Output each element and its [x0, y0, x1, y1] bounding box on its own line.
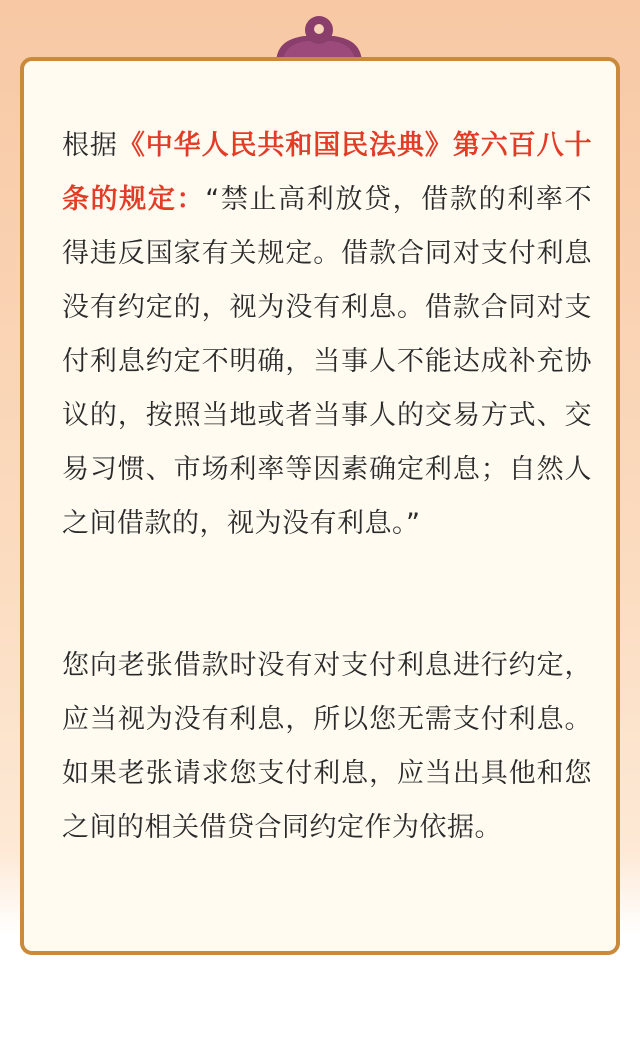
law-quote: “禁止高利放贷，借款的利率不得违反国家有关规定。借款合同对支付利息没有约定的，视为没有利息。借款合同对支付利息约定不明确，当事人不能达成补充协议的，按照当地或者当事人的交易方式、交易习惯、市场利率等因素确定利息；自然人之间借款的，视为没有利息。” — [62, 184, 592, 539]
lead-text: 根据 — [62, 130, 118, 161]
conclusion-paragraph: 您向老张借款时没有对支付利息进行约定，应当视为没有利息，所以您无需支付利息。如果老张请求您支付利息，应当出具他和您之间的相关借贷合同约定作为依据。 — [62, 650, 592, 843]
law-citation: 《中华人民共和国民法典》第六百八十条的规定： — [62, 130, 593, 215]
clipboard-card — [20, 57, 620, 955]
legal-basis-paragraph — [62, 119, 592, 551]
